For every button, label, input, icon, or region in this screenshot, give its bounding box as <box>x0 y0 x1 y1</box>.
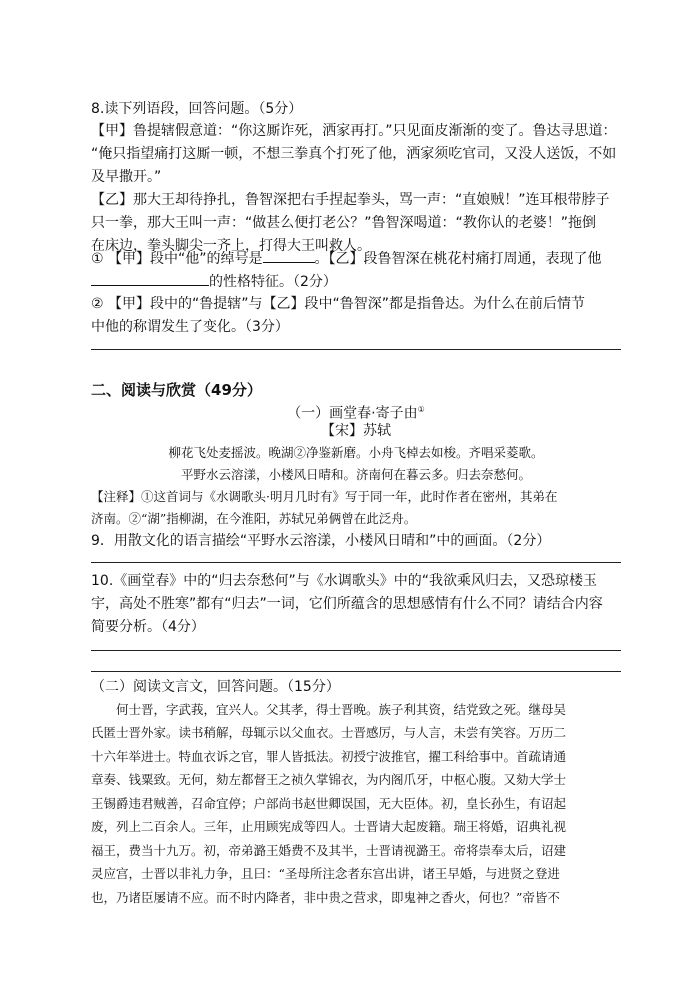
poem-line-1: 柳花飞处麦摇波。晚湖②净鉴新磨。小舟飞棹去如梭。齐唱采菱歌。 <box>168 445 544 460</box>
answer-line-q10-2[interactable] <box>91 671 621 672</box>
q8-sub1-text-a: ① 【甲】段中“他”的绰号是 <box>91 251 263 267</box>
q8-title: 8.读下列语段，回答问题。（5分） <box>91 101 303 117</box>
q10-line-1: 10.《画堂春》中的“归去奈愁何”与《水调歌头》中的“我欲乘风归去，又恐琼楼玉 <box>91 573 598 589</box>
q10-line-3: 简要分析。（4分） <box>91 619 205 635</box>
q10-line-2: 宇，高处不胜寒”都有“归去”一词，它们所蕴含的思想感情有什么不同？请结合内容 <box>91 596 603 612</box>
q8-sub1-text-b: 。【乙】段鲁智深在桃花村痛打周通，表现了他 <box>314 251 602 267</box>
classical-heading: （二）阅读文言文，回答问题。（15分） <box>91 679 340 695</box>
section-heading: 二、阅读与欣赏（49分） <box>91 381 262 399</box>
classical-line-6: 废，列上二百余人。三年，止用顾宪成等四人。士晋请大起废籍。瑞王将婚，诏典礼视 <box>91 819 567 834</box>
q8-yi-line-3: 在床边，拳头脚尖一齐上，打得大王叫救人。 <box>91 238 371 254</box>
classical-line-1: 何士晋，字武莪，宜兴人。父其孝，得士晋晚。族子利其资，结党致之死。继母吴 <box>91 702 567 717</box>
classical-line-2: 氏匿士晋外家。读书稍解，母辄示以父血衣。士晋感厉，与人言，未尝有笑容。万历二 <box>91 725 567 740</box>
answer-line-q9[interactable] <box>91 562 621 563</box>
classical-line-7: 福王，费当十九万。初，帝弟潞王婚费不及其半，士晋请视潞王。帝将崇奉太后，诏建 <box>91 843 567 858</box>
q8-jia-line-1: 【甲】鲁提辖假意道：“你这厮诈死，洒家再打。”只见面皮渐渐的变了。鲁达寻思道： <box>91 123 617 139</box>
answer-blank-trait[interactable] <box>91 271 209 286</box>
poem-line-2: 平野水云溶漾，小楼风日晴和。济南何在暮云多。归去奈愁何。 <box>180 467 531 482</box>
q8-jia-line-2: “俺只指望痛打这厮一顿，不想三拳真个打死了他，洒家须吃官司，又没人送饭，不如 <box>91 146 617 162</box>
classical-line-3: 十六年举进士。特血衣诉之官，罪人皆抵法。初授宁波推官，擢工科给事中。首疏请通 <box>91 749 567 764</box>
q8-sub2-line-2: 中他的称谓发生了变化。（3分） <box>91 319 289 335</box>
classical-line-4: 章奏、钱粟致。无何，劾左都督王之祯久掌锦衣，为内阁爪牙，中枢心腹。又劾大学士 <box>91 772 567 787</box>
q8-yi-line-1: 【乙】那大王却待挣扎，鲁智深把右手捏起拳头，骂一声：“直娘贼！”连耳根带脖子 <box>91 192 610 208</box>
note-line-2: 济南。②“湖”指柳湖，在今淮阳，苏轼兄弟俩曾在此泛舟。 <box>91 511 417 526</box>
q8-sub2-line-1: ② 【甲】段中的“鲁提辖”与【乙】段中“鲁智深”都是指鲁达。为什么在前后情节 <box>91 296 586 312</box>
classical-line-9: 也，乃诸臣屡请不应。而不时内降者，非中贵之营求，即鬼神之香火，何也？”帝皆不 <box>91 890 560 905</box>
note-line-1: 【注释】①这首词与《水调歌头·明月几时有》写于同一年，此时作者在密州，其弟在 <box>91 489 558 504</box>
classical-line-8: 灵应宫，士晋以非礼力争，且曰：“圣母所注念者东宫出讲，诸王早婚，与进贤之登进 <box>91 866 560 881</box>
q8-jia-line-3: 及早撒开。” <box>91 169 162 185</box>
poem-author: 【宋】苏轼 <box>321 423 391 439</box>
q8-sub1-line-1 <box>91 248 621 270</box>
q9-text: 9．用散文化的语言描绘“平野水云溶漾，小楼风日晴和”中的画面。（2分） <box>91 533 551 549</box>
answer-line-q8[interactable] <box>91 349 621 350</box>
q8-sub1-line-2 <box>91 271 621 293</box>
poem-title: （一）画堂春·寄子由① <box>287 405 425 422</box>
q8-yi-line-2: 只一拳，那大王叫一声：“做甚么便打老公？”鲁智深喝道：“教你认的老婆！”拖倒 <box>91 215 597 231</box>
q8-sub1-text-c: 的性格特征。（2分） <box>209 274 337 290</box>
classical-line-5: 王锡爵违君贼善，召命宜停；户部尚书赵世卿误国，无大臣体。初，皇长孙生，有诏起 <box>91 796 567 811</box>
answer-blank-nickname[interactable] <box>263 248 315 263</box>
answer-line-q10-1[interactable] <box>91 650 621 651</box>
